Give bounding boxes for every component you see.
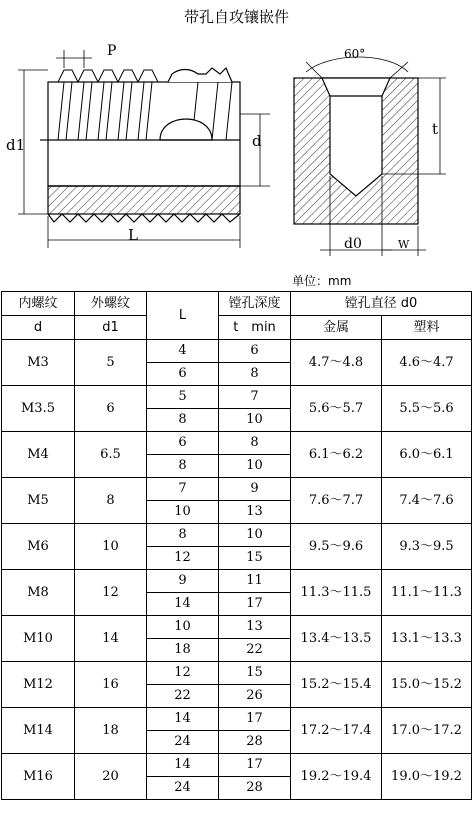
cell-outer-thread: 6 <box>75 386 147 432</box>
cell-length: 14 <box>147 754 219 777</box>
cell-outer-thread: 12 <box>75 570 147 616</box>
cell-length: 5 <box>147 386 219 409</box>
cell-plastic: 19.0～19.2 <box>382 754 472 800</box>
label-d1: d1 <box>6 136 26 154</box>
cell-length: 7 <box>147 478 219 501</box>
cell-depth: 13 <box>219 616 291 639</box>
cell-plastic: 17.0～17.2 <box>382 708 472 754</box>
table-row <box>2 478 472 501</box>
cell-length: 8 <box>147 409 219 432</box>
table-row <box>2 570 472 593</box>
label-t: t <box>432 120 439 138</box>
spec-table <box>1 291 472 800</box>
cell-length: 6 <box>147 363 219 386</box>
page-title: 带孔自攻镶嵌件 <box>183 8 289 26</box>
cell-length: 8 <box>147 455 219 478</box>
cell-outer-thread: 16 <box>75 662 147 708</box>
cell-metal: 4.7～4.8 <box>291 340 382 386</box>
cell-plastic: 7.4～7.6 <box>382 478 472 524</box>
table-row <box>2 432 472 455</box>
cell-depth: 15 <box>219 547 291 570</box>
cell-length: 8 <box>147 524 219 547</box>
cell-depth: 7 <box>219 386 291 409</box>
cell-plastic: 9.3～9.5 <box>382 524 472 570</box>
cell-inner-thread: M3.5 <box>2 386 75 432</box>
cell-depth: 10 <box>219 455 291 478</box>
cell-metal: 9.5～9.6 <box>291 524 382 570</box>
label-d0: d0 <box>344 236 362 252</box>
header-inner-thread-sym: d <box>2 316 75 340</box>
cell-length: 14 <box>147 593 219 616</box>
table-row <box>2 386 472 409</box>
header-depth-sym: t min <box>219 316 291 340</box>
cell-depth: 22 <box>219 639 291 662</box>
cell-length: 22 <box>147 685 219 708</box>
cell-depth: 8 <box>219 432 291 455</box>
cell-outer-thread: 5 <box>75 340 147 386</box>
cell-metal: 5.6～5.7 <box>291 386 382 432</box>
cell-depth: 15 <box>219 662 291 685</box>
bore-section-view <box>294 78 418 224</box>
cell-metal: 6.1～6.2 <box>291 432 382 478</box>
cell-depth: 9 <box>219 478 291 501</box>
table-row <box>2 524 472 547</box>
cell-metal: 17.2～17.4 <box>291 708 382 754</box>
cell-depth: 8 <box>219 363 291 386</box>
cell-length: 14 <box>147 708 219 731</box>
technical-drawing <box>0 28 473 272</box>
label-p: P <box>107 43 117 59</box>
label-l: L <box>128 226 138 244</box>
cell-plastic: 6.0～6.1 <box>382 432 472 478</box>
cell-length: 12 <box>147 662 219 685</box>
cell-depth: 17 <box>219 708 291 731</box>
unit-label: 单位：mm <box>292 274 352 288</box>
cell-length: 4 <box>147 340 219 363</box>
header-metal: 金属 <box>291 316 382 340</box>
cell-inner-thread: M4 <box>2 432 75 478</box>
label-angle: 60° <box>344 47 366 61</box>
cell-depth: 17 <box>219 593 291 616</box>
cell-length: 18 <box>147 639 219 662</box>
cell-metal: 15.2～15.4 <box>291 662 382 708</box>
cell-inner-thread: M6 <box>2 524 75 570</box>
cell-outer-thread: 20 <box>75 754 147 800</box>
cell-plastic: 13.1～13.3 <box>382 616 472 662</box>
cell-metal: 7.6～7.7 <box>291 478 382 524</box>
cell-length: 9 <box>147 570 219 593</box>
header-outer-thread-sym: d1 <box>75 316 147 340</box>
cell-depth: 13 <box>219 501 291 524</box>
cell-outer-thread: 10 <box>75 524 147 570</box>
insert-side-view <box>40 68 240 222</box>
cell-plastic: 11.1～11.3 <box>382 570 472 616</box>
cell-depth: 26 <box>219 685 291 708</box>
header-depth: 镗孔深度 <box>219 292 291 316</box>
cell-metal: 19.2～19.4 <box>291 754 382 800</box>
header-outer-thread: 外螺纹 <box>75 292 147 316</box>
cell-length: 6 <box>147 432 219 455</box>
table-row <box>2 616 472 639</box>
label-d: d <box>252 132 262 150</box>
header-inner-thread: 内螺纹 <box>2 292 75 316</box>
table-row <box>2 708 472 731</box>
cell-plastic: 5.5～5.6 <box>382 386 472 432</box>
cell-length: 24 <box>147 731 219 754</box>
cell-inner-thread: M14 <box>2 708 75 754</box>
table-row <box>2 340 472 363</box>
table-row <box>2 754 472 777</box>
cell-metal: 13.4～13.5 <box>291 616 382 662</box>
cell-inner-thread: M10 <box>2 616 75 662</box>
cell-length: 10 <box>147 616 219 639</box>
cell-depth: 17 <box>219 754 291 777</box>
cell-outer-thread: 6.5 <box>75 432 147 478</box>
header-length: L <box>147 292 219 340</box>
cell-depth: 6 <box>219 340 291 363</box>
cell-inner-thread: M8 <box>2 570 75 616</box>
cell-outer-thread: 8 <box>75 478 147 524</box>
header-bore-diameter: 镗孔直径 d0 <box>291 292 472 316</box>
cell-length: 24 <box>147 777 219 800</box>
cell-depth: 11 <box>219 570 291 593</box>
table-row <box>2 662 472 685</box>
cell-depth: 10 <box>219 409 291 432</box>
cell-inner-thread: M12 <box>2 662 75 708</box>
label-w: W <box>398 238 410 251</box>
cell-metal: 11.3～11.5 <box>291 570 382 616</box>
cell-depth: 28 <box>219 777 291 800</box>
cell-inner-thread: M3 <box>2 340 75 386</box>
header-plastic: 塑料 <box>382 316 472 340</box>
cell-length: 12 <box>147 547 219 570</box>
cell-depth: 28 <box>219 731 291 754</box>
cell-depth: 10 <box>219 524 291 547</box>
cell-inner-thread: M16 <box>2 754 75 800</box>
cell-plastic: 4.6～4.7 <box>382 340 472 386</box>
cell-length: 10 <box>147 501 219 524</box>
cell-outer-thread: 18 <box>75 708 147 754</box>
cell-plastic: 15.0～15.2 <box>382 662 472 708</box>
cell-outer-thread: 14 <box>75 616 147 662</box>
cell-inner-thread: M5 <box>2 478 75 524</box>
